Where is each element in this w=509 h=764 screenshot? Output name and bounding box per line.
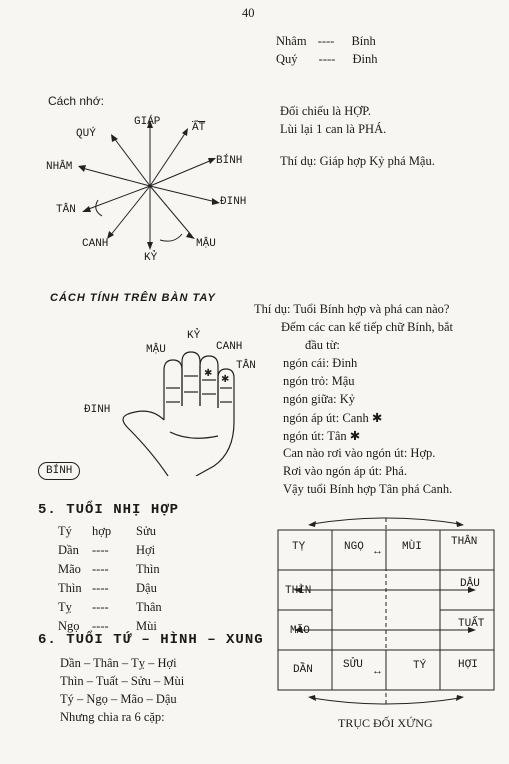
grid-cell-dan: DẦN xyxy=(293,664,313,676)
hand-label-dinh: ĐINH xyxy=(84,404,111,416)
table-row: Tỵ ---- Thân xyxy=(58,600,162,614)
wheel-label-giap: GIÁP xyxy=(134,116,161,128)
hand-label-tan: TÂN xyxy=(236,360,256,372)
table-row: Thìn ---- Dậu xyxy=(58,581,157,595)
wheel-label-tan: TÂN xyxy=(56,204,76,216)
wheel-label-mau: MẬU xyxy=(196,238,216,250)
wheel-label-ky: KỶ xyxy=(144,252,158,264)
grid-cell-than: THÂN xyxy=(451,536,478,548)
grid-cell-mui: MÙI xyxy=(402,541,422,553)
hand-line: ngón út: Tân ✱ xyxy=(283,429,361,443)
hand-line: đầu từ: xyxy=(305,338,340,352)
hand-label-binh: BÍNH xyxy=(38,462,80,480)
grid-cell-tuat: TUẤT xyxy=(458,618,485,630)
pair-a: Nhâm xyxy=(276,34,307,48)
hand-section-title: CÁCH TÍNH TRÊN BÀN TAY xyxy=(50,292,216,304)
hand-line: Thí dụ: Tuổi Bính hợp và phá can nào? xyxy=(254,302,450,316)
svg-text:✱: ✱ xyxy=(204,368,213,379)
top-pair-row xyxy=(276,52,377,67)
note-line: Lùi lại 1 can là PHÁ. xyxy=(280,122,387,136)
hand-line: ngón giữa: Kỷ xyxy=(283,392,356,406)
hand-line: Vậy tuổi Bính hợp Tân phá Canh. xyxy=(283,482,453,496)
list-item: Thìn – Tuất – Sửu – Mùi xyxy=(60,674,185,688)
hand-line: ngón cái: Đinh xyxy=(283,356,358,370)
svg-text:✱: ✱ xyxy=(221,374,230,385)
grid-cell-ngo: NGỌ xyxy=(344,541,364,553)
svg-text:↔: ↔ xyxy=(372,545,383,557)
tu-hinh-xung-lines xyxy=(60,654,184,726)
nhi-hop-table xyxy=(58,522,162,636)
grid-cell-dau: DẬU xyxy=(460,578,480,590)
wheel-label-dinh: ĐINH xyxy=(220,196,247,208)
grid-cell-ty-top: TỴ xyxy=(292,541,306,553)
list-item: Nhưng chia ra 6 cặp: xyxy=(60,710,165,724)
table-row: Mão ---- Thìn xyxy=(58,562,160,576)
hand-line: Đếm các can kế tiếp chữ Bính, bắt xyxy=(281,320,453,334)
grid-cell-ty-bottom: TÝ xyxy=(413,660,427,672)
pair-dash: ---- xyxy=(317,34,335,48)
list-item: Tý – Ngọ – Mão – Dậu xyxy=(60,692,177,706)
hand-line: Can nào rơi vào ngón út: Hợp. xyxy=(283,446,436,460)
hand-label-mau: MẬU xyxy=(146,344,166,356)
hand-line: ngón trỏ: Mậu xyxy=(283,374,355,388)
table-row: Tý hợp Sửu xyxy=(58,524,156,538)
note-line: Đối chiếu là HỢP. xyxy=(280,104,371,118)
top-pair-row xyxy=(276,34,376,49)
wheel-label-binh: BÍNH xyxy=(216,155,243,167)
pair-b: Đinh xyxy=(352,52,378,66)
list-item: Dần – Thân – Tỵ – Hợi xyxy=(60,656,177,670)
hand-line: ngón áp út: Canh ✱ xyxy=(283,411,383,425)
wheel-label-nham: NHÂM xyxy=(46,161,73,173)
grid-cell-thin: THÌN xyxy=(285,585,312,597)
hand-label-canh: CANH xyxy=(216,341,243,353)
table-row: Dần ---- Hợi xyxy=(58,543,156,557)
wheel-label-quy: QUÝ xyxy=(76,128,96,140)
grid-cell-hoi: HỢI xyxy=(458,659,478,671)
section-6-title: 6. TUỔI TỨ – HÌNH – XUNG xyxy=(38,632,264,648)
grid-cell-suu: SỬU xyxy=(343,659,363,671)
grid-cell-mao: MÃO xyxy=(290,625,310,637)
cach-nho-label: Cách nhớ: xyxy=(48,94,104,108)
section-5-title: 5. TUỔI NHỊ HỢP xyxy=(38,502,180,518)
wheel-label-at: $\overline{ẤT}$ xyxy=(192,122,206,134)
pair-b: Bính xyxy=(351,34,376,48)
pair-a: Quý xyxy=(276,52,298,66)
svg-text:↔: ↔ xyxy=(372,665,383,677)
hand-label-ky: KỶ xyxy=(187,330,201,342)
can-wheel-diagram xyxy=(40,108,270,268)
hand-line: Rơi vào ngón áp út: Phá. xyxy=(283,464,407,478)
hand-illustration xyxy=(100,336,270,476)
pair-dash: ---- xyxy=(318,52,336,66)
page-number: 40 xyxy=(242,6,255,20)
grid-caption: TRỤC ĐỐI XỨNG xyxy=(338,716,433,730)
wheel-label-canh: CANH xyxy=(82,238,109,250)
table-row: Ngọ ---- Mùi xyxy=(58,619,157,633)
note-line: Thí dụ: Giáp hợp Kỷ phá Mậu. xyxy=(280,154,435,168)
